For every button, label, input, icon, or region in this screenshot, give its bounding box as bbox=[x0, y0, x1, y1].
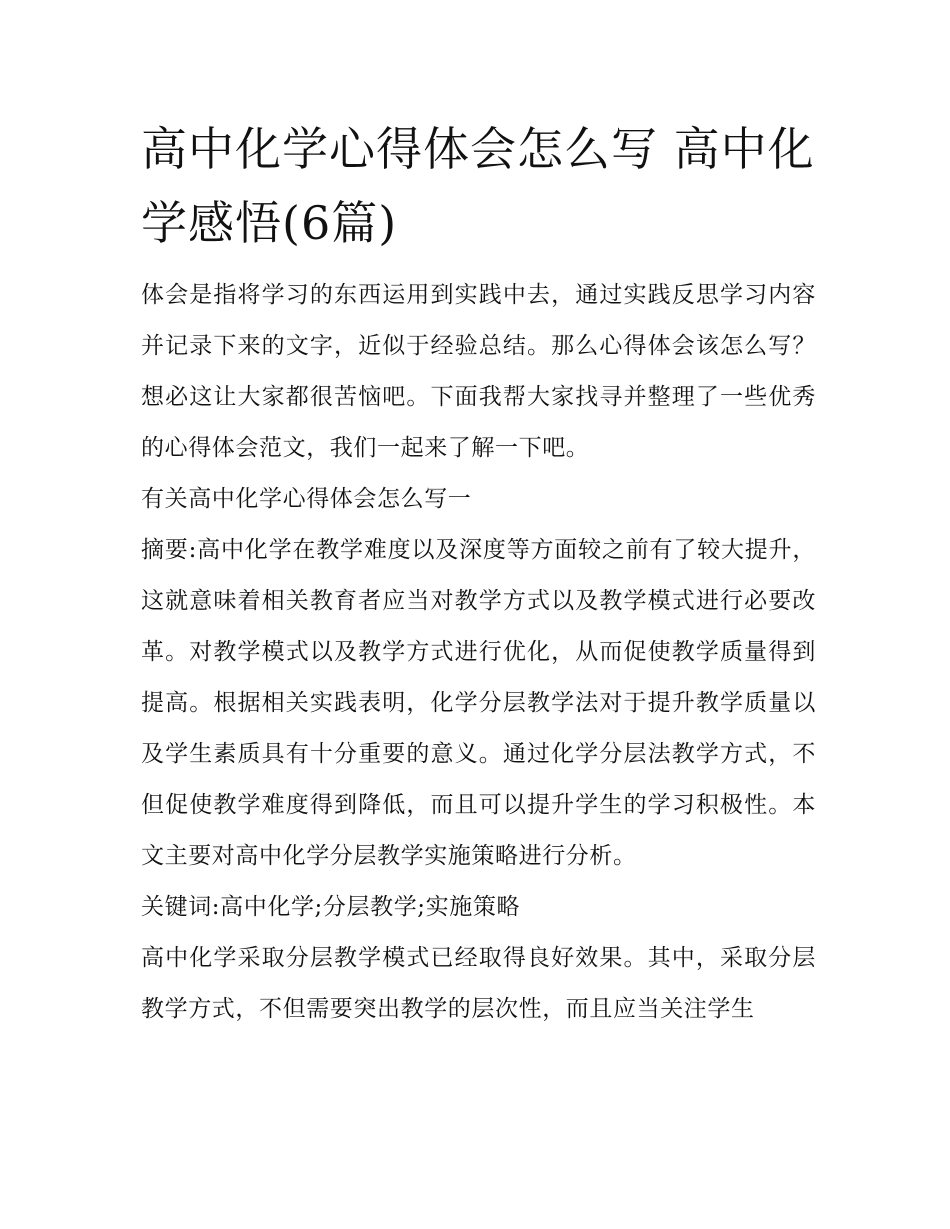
abstract-paragraph: 摘要:高中化学在教学难度以及深度等方面较之前有了较大提升，这就意味着相关教育者应当对教学方式以及教学模式进行必要改革。对教学模式以及教学方式进行优化，从而促使教学质量得到提高。根据相关实践表明，化学分层教学法对于提升教学质量以及学生素质具有十分重要的意义。通过化学分层法教学方式，不但促使教学难度得到降低，而且可以提升学生的学习积极性。本文主要对高中化学分层教学实施策略进行分析。 bbox=[141, 537, 816, 869]
intro-paragraph: 体会是指将学习的东西运用到实践中去，通过实践反思学习内容并记录下来的文字，近似于经验总结。那么心得体会该怎么写？想必这让大家都很苦恼吧。下面我帮大家找寻并整理了一些优秀的心得体会范文，我们一起来了解一下吧。 bbox=[141, 282, 816, 461]
document-body bbox=[141, 112, 816, 1035]
document-title: 高中化学心得体会怎么写 高中化学感悟(6篇) bbox=[141, 122, 815, 250]
body-paragraph: 高中化学采取分层教学模式已经取得良好效果。其中，采取分层教学方式，不但需要突出教学的层次性，而且应当关注学生 bbox=[141, 945, 816, 1022]
keywords-paragraph: 关键词:高中化学;分层教学;实施策略 bbox=[141, 894, 521, 920]
section-heading: 有关高中化学心得体会怎么写一 bbox=[141, 486, 472, 512]
